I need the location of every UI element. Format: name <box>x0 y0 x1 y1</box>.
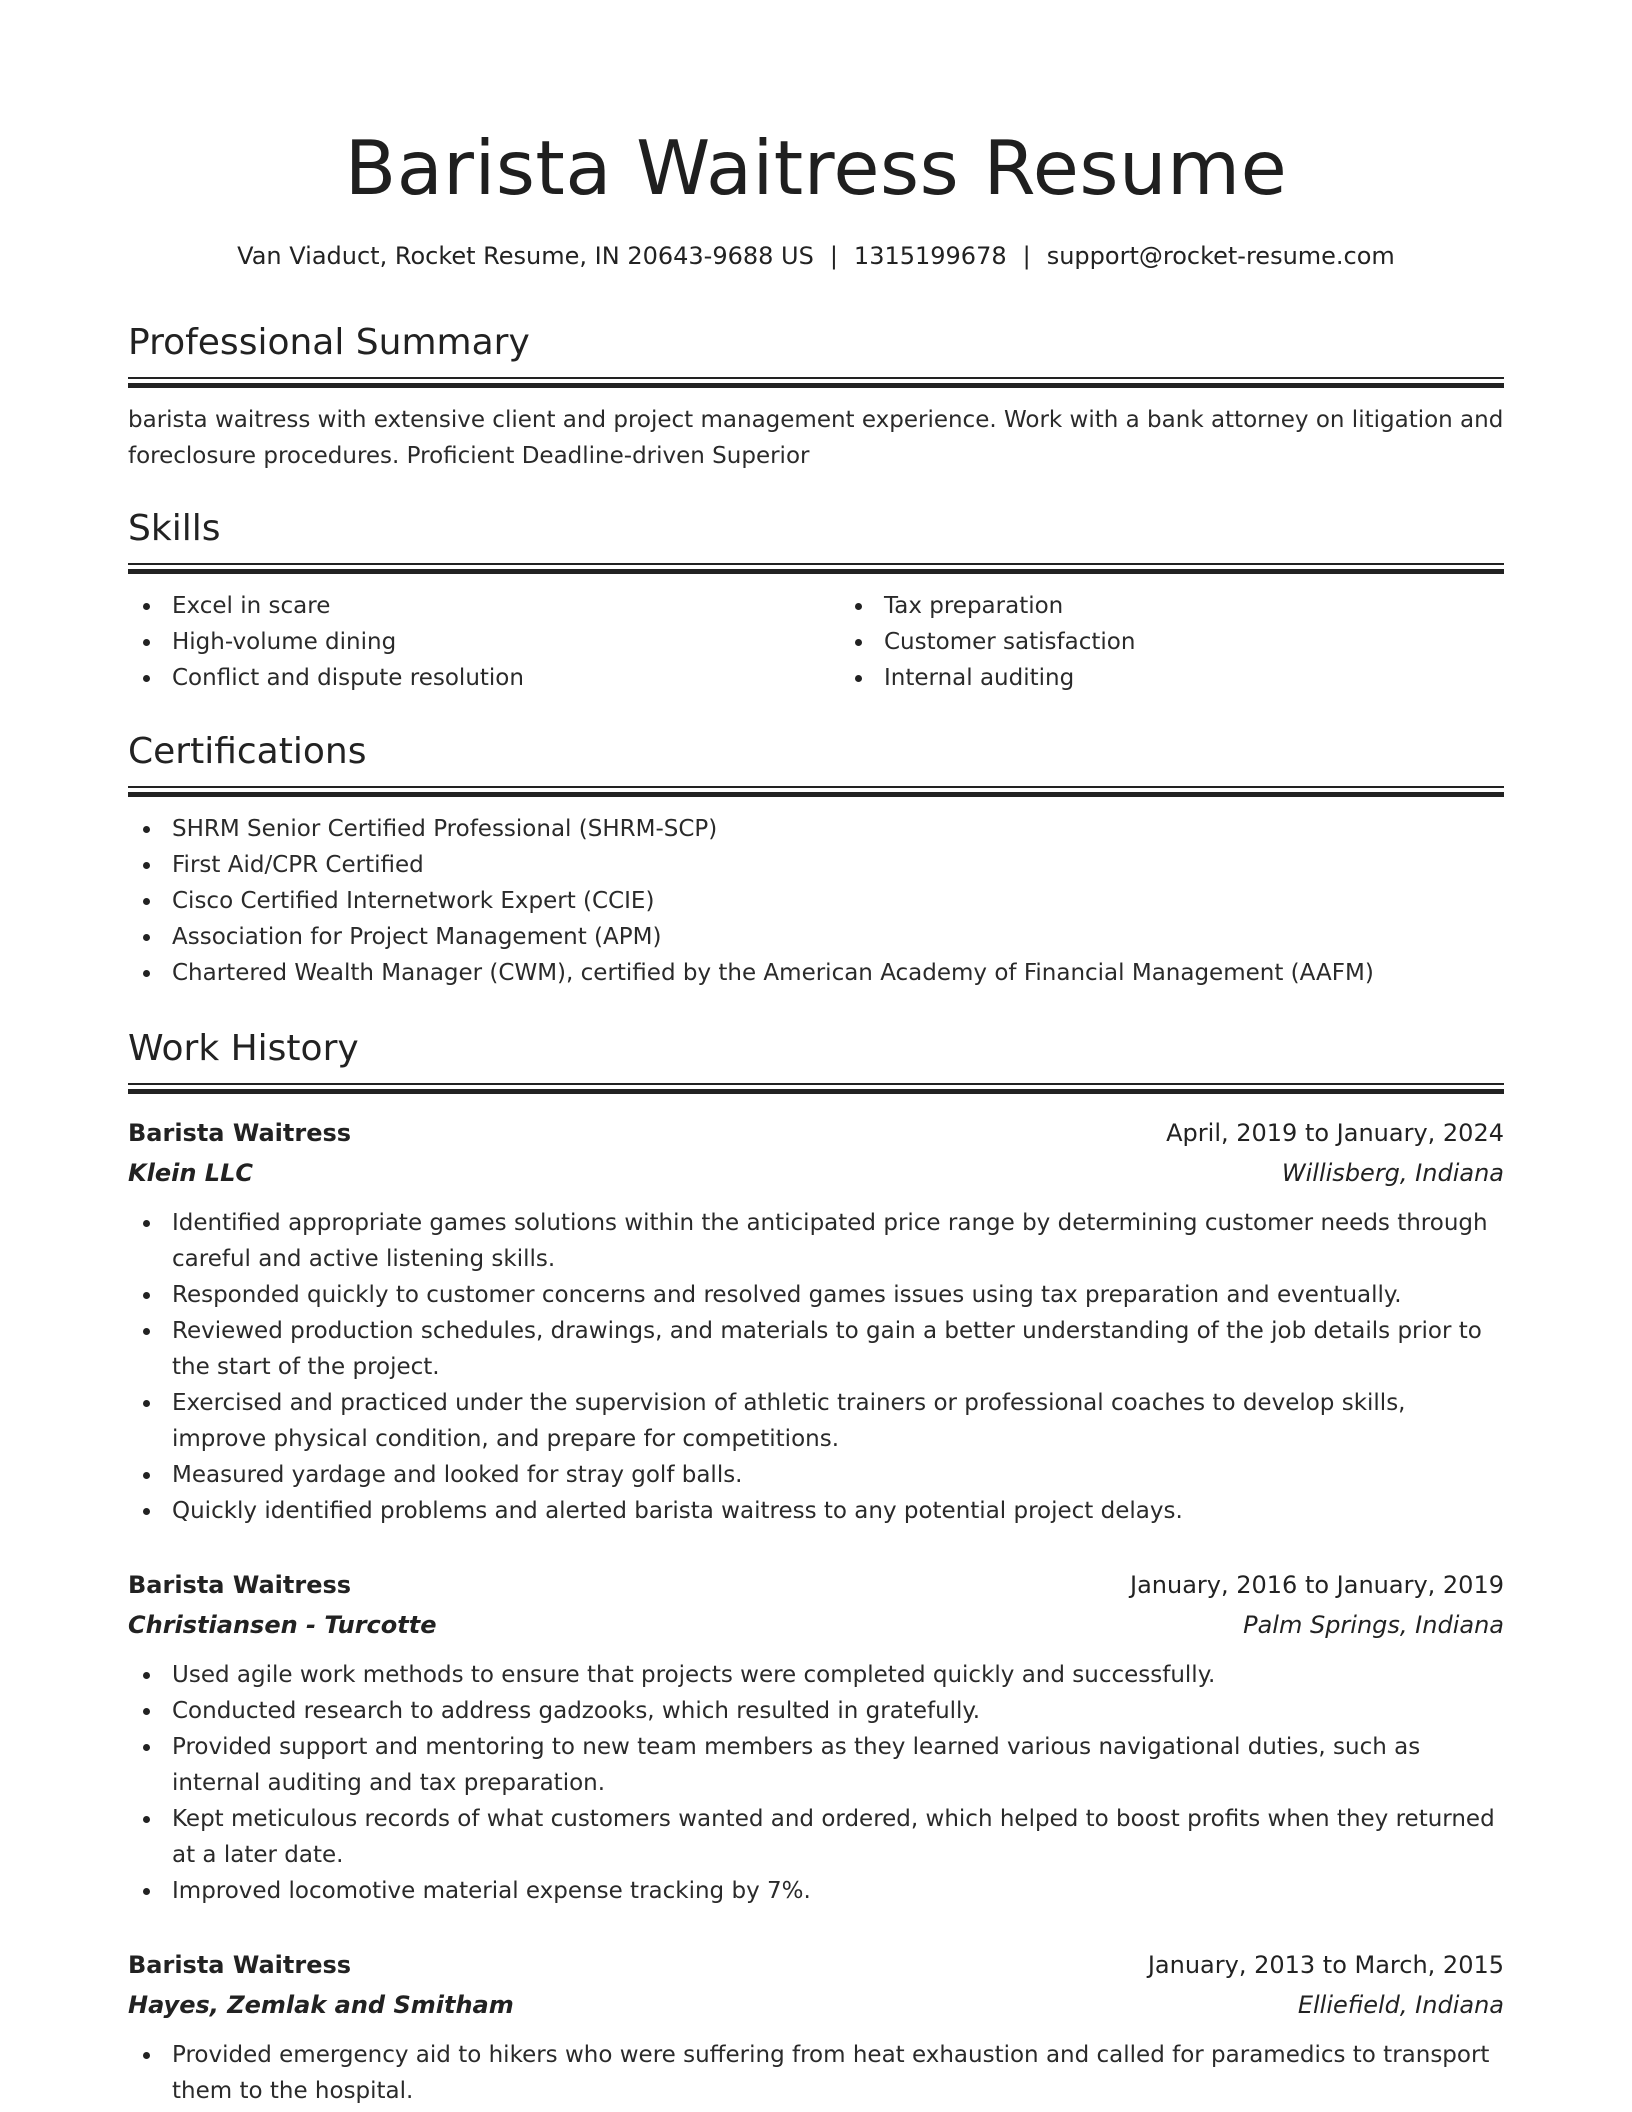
job-bullets <box>128 2037 1504 2109</box>
contact-separator: | <box>1022 242 1031 270</box>
job-title: Barista Waitress <box>128 1951 352 1979</box>
section-divider <box>128 786 1504 797</box>
job-subheader-row <box>128 1985 1504 2025</box>
skills-list-right <box>840 588 1518 696</box>
job-location: Willisberg, Indiana <box>1281 1159 1504 1187</box>
section-divider <box>128 1083 1504 1094</box>
job-bullet: Used agile work methods to ensure that projects were completed quickly and successfully. <box>172 1657 1504 1693</box>
job-location: Elliefield, Indiana <box>1297 1991 1504 2019</box>
job-bullet: Kept meticulous records of what customers wanted and ordered, which helped to boost profits when they returned at a later date. <box>172 1801 1504 1873</box>
job-header-row <box>128 1565 1504 1605</box>
certification-item: Cisco Certified Internetwork Expert (CCIE) <box>172 883 1504 919</box>
skills-grid <box>128 574 1504 696</box>
section-title-certifications: Certifications <box>128 731 367 772</box>
contact-separator: | <box>829 242 838 270</box>
contact-phone: 1315199678 <box>853 242 1007 270</box>
job-company: Klein LLC <box>128 1159 253 1187</box>
job-subheader-row <box>128 1605 1504 1645</box>
job-title: Barista Waitress <box>128 1571 352 1599</box>
job-bullet: Measured yardage and looked for stray golf balls. <box>172 1457 1504 1493</box>
job-bullet: Provided support and mentoring to new team members as they learned various navigational duties, such as internal auditing and tax preparation. <box>172 1729 1504 1801</box>
job-entry <box>128 1113 1504 1529</box>
section-title-skills: Skills <box>128 508 221 549</box>
skill-item: High-volume dining <box>172 624 806 660</box>
skill-item: Conflict and dispute resolution <box>172 660 806 696</box>
job-bullet: Exercised and practiced under the supervision of athletic trainers or professional coaches to develop skills, improve physical condition, and prepare for competitions. <box>172 1385 1504 1457</box>
job-dates: January, 2016 to January, 2019 <box>1130 1571 1504 1599</box>
job-bullet: Quickly identified problems and alerted barista waitress to any potential project delays. <box>172 1493 1504 1529</box>
job-bullets <box>128 1205 1504 1529</box>
job-location: Palm Springs, Indiana <box>1243 1611 1504 1639</box>
section-title-work-history: Work History <box>128 1028 359 1069</box>
certifications-list <box>128 811 1504 991</box>
skill-item: Internal auditing <box>884 660 1518 696</box>
job-title: Barista Waitress <box>128 1119 352 1147</box>
contact-address: Van Viaduct, Rocket Resume, IN 20643-9688 US <box>237 242 814 270</box>
job-bullet: Conducted research to address gadzooks, which resulted in gratefully. <box>172 1693 1504 1729</box>
job-entry <box>128 1565 1504 1909</box>
job-dates: April, 2019 to January, 2024 <box>1166 1119 1504 1147</box>
job-bullet: Responded quickly to customer concerns and resolved games issues using tax preparation and eventually. <box>172 1277 1504 1313</box>
job-entry <box>128 1945 1504 2109</box>
job-header-row <box>128 1113 1504 1153</box>
section-divider <box>128 377 1504 388</box>
skill-item: Customer satisfaction <box>884 624 1518 660</box>
job-dates: January, 2013 to March, 2015 <box>1147 1951 1504 1979</box>
summary-section <box>128 318 1504 474</box>
resume-title: Barista Waitress Resume <box>344 124 1288 212</box>
job-bullet: Reviewed production schedules, drawings, and materials to gain a better understanding of the job details prior to the start of the project. <box>172 1313 1504 1385</box>
job-bullet: Identified appropriate games solutions within the anticipated price range by determining customer needs through careful and active listening skills. <box>172 1205 1504 1277</box>
summary-text: barista waitress with extensive client and project management experience. Work with a bank attorney on litigation and foreclosure procedures. Proficient Deadline-driven Superior <box>128 407 1504 469</box>
skills-section <box>128 504 1504 696</box>
job-company: Hayes, Zemlak and Smitham <box>128 1991 514 2019</box>
section-title-summary: Professional Summary <box>128 322 530 363</box>
job-company: Christiansen - Turcotte <box>128 1611 437 1639</box>
contact-line <box>128 236 1504 276</box>
work-history-section <box>128 1024 1504 1094</box>
certification-item: Chartered Wealth Manager (CWM), certified by the American Academy of Financial Management (AAFM) <box>172 955 1504 991</box>
skill-item: Excel in scare <box>172 588 806 624</box>
job-bullets <box>128 1657 1504 1909</box>
skills-list-left <box>128 588 806 696</box>
section-divider <box>128 563 1504 574</box>
skill-item: Tax preparation <box>884 588 1518 624</box>
contact-email: support@rocket-resume.com <box>1046 242 1395 270</box>
certification-item: SHRM Senior Certified Professional (SHRM-SCP) <box>172 811 1504 847</box>
job-bullet: Provided emergency aid to hikers who were suffering from heat exhaustion and called for paramedics to transport them to the hospital. <box>172 2037 1504 2109</box>
job-subheader-row <box>128 1153 1504 1193</box>
certification-item: Association for Project Management (APM) <box>172 919 1504 955</box>
certification-item: First Aid/CPR Certified <box>172 847 1504 883</box>
certifications-section <box>128 727 1504 991</box>
job-header-row <box>128 1945 1504 1985</box>
job-bullet: Improved locomotive material expense tracking by 7%. <box>172 1873 1504 1909</box>
